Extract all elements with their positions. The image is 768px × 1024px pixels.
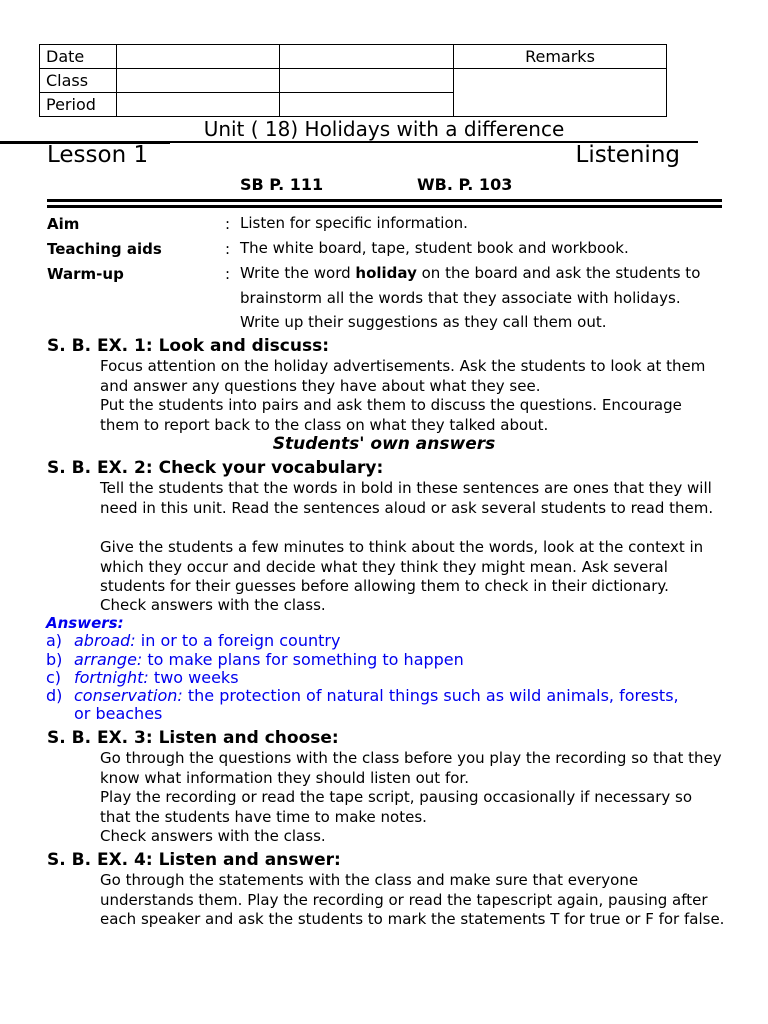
warmup-line-1: Write the word holiday on the board and ask the students to (240, 264, 701, 282)
wb-page: WB. P. 103 (417, 175, 513, 194)
ex3-bullet-3: Check answers with the class. (100, 827, 326, 845)
ex1-bullet-1: Focus attention on the holiday advertisements. Ask the students to look at them and answer any questions they have about what they see. (100, 357, 706, 395)
aids-text: The white board, tape, student book and workbook. (240, 239, 629, 257)
sb-page: SB P. 111 (240, 175, 324, 194)
warmup-text (240, 261, 730, 335)
answer-b: b) arrange: to make plans for something to happen (46, 650, 464, 669)
answer-c: c) fortnight: two weeks (46, 668, 239, 687)
ex4-bullet-1: Go through the statements with the class and make sure that everyone understands them. Play the recording or read the tapescript again, pausing after each speaker and ask the students to mark the statements T for true or F for false. (100, 871, 725, 928)
unit-title: Unit ( 18) Holidays with a difference (203, 117, 565, 141)
remarks-label: Remarks (454, 45, 667, 69)
ex2-bullet-3: Check answers with the class. (100, 596, 326, 614)
answer-a: a) abroad: in or to a foreign country (46, 631, 341, 650)
aim-text: Listen for specific information. (240, 214, 468, 232)
answers-heading: Answers: (46, 614, 124, 632)
remarks-cell (454, 69, 667, 117)
ex1-heading: S. B. EX. 1: Look and discuss: (47, 336, 330, 356)
warmup-colon: : (225, 265, 231, 283)
date-cell-1 (117, 45, 280, 69)
ex3-bullet-2: Play the recording or read the tape script, pausing occasionally if necessary so that the students have time to make notes. (100, 788, 693, 826)
skill-label: Listening (575, 142, 680, 168)
period-cell-2 (280, 93, 454, 117)
warmup-line-2: brainstorm all the words that they associate with holidays. (240, 288, 681, 307)
aids-label: Teaching aids (47, 240, 162, 258)
aim-label: Aim (47, 215, 80, 233)
ex3-bullet-1: Go through the questions with the class before you play the recording so that they know what information they should listen out for. (100, 749, 722, 787)
answer-d: d) conservation: the protection of natural things such as wild animals, forests, or beaches (46, 686, 679, 723)
own-answers: Students' own answers (272, 434, 496, 454)
ex2-bullet-1: Tell the students that the words in bold in these sentences are ones that they will need in this unit. Read the sentences aloud or ask several students to read them. (100, 479, 714, 517)
class-cell-1 (117, 69, 280, 93)
ex2-heading: S. B. EX. 2: Check your vocabulary: (47, 458, 384, 478)
ex2-bullet-2: Give the students a few minutes to think about the words, look at the context in which they occur and decide what they think they might mean. Ask several students for their guesses before allowing them to check in their dictionary. (100, 538, 704, 595)
date-label: Date (40, 45, 117, 69)
aim-colon: : (225, 215, 231, 233)
warmup-label: Warm-up (47, 265, 124, 283)
lesson-label: Lesson 1 (47, 142, 149, 168)
ex1-bullet-2: Put the students into pairs and ask them to discuss the questions. Encourage them to report back to the class on what they talked about. (100, 396, 682, 434)
warmup-line-3: Write up their suggestions as they call them out. (240, 313, 607, 331)
period-label: Period (40, 93, 117, 117)
class-cell-2 (280, 69, 454, 93)
aids-colon: : (225, 240, 231, 258)
double-rule-top (47, 199, 722, 202)
ex4-heading: S. B. EX. 4: Listen and answer: (47, 850, 341, 870)
period-cell-1 (117, 93, 280, 117)
date-cell-2 (280, 45, 454, 69)
ex3-heading: S. B. EX. 3: Listen and choose: (47, 728, 339, 748)
header-table (39, 44, 667, 117)
double-rule-bottom (47, 205, 722, 208)
warmup-bold-word: holiday (355, 264, 417, 282)
class-label: Class (40, 69, 117, 93)
